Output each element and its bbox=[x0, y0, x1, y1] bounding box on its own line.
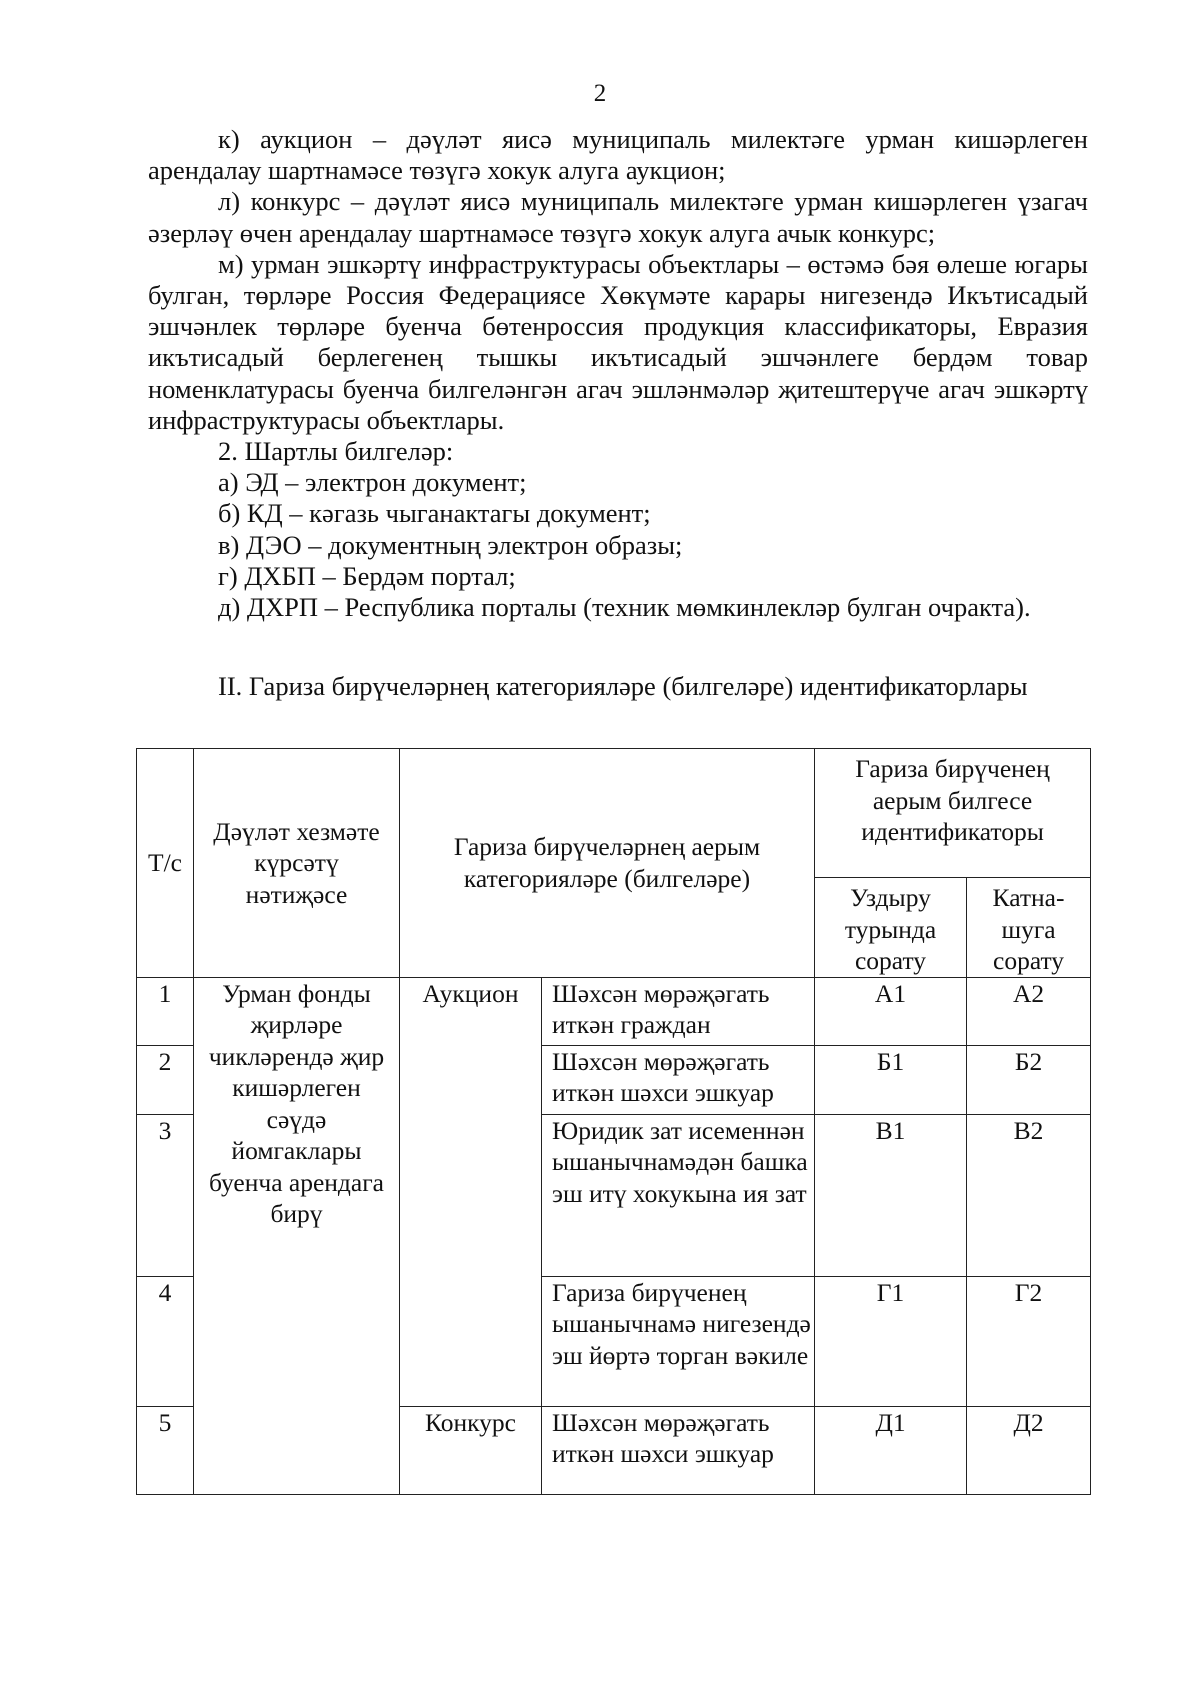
header-personal: Уздыру турында сорату bbox=[815, 878, 967, 978]
definition-m: м) урман эшкәртү инфраструктурасы объектлары – өстәмә бәя өлеше югары булган, төрләре Россия Федерациясе Хөкүмәте карары нигезендә Икътисадый эшчәнлек төрләре буенча бөтенроссия продукция классификаторы, Евразия икътисадый берлегенең тышкы икътисадый эшчәнлеге бердәм товар номенклатурасы буенча билгеләнгән агач эшләнмәләр җитештерүче агач эшкәртү инфраструктурасы объектлары. bbox=[148, 248, 1088, 435]
header-num: Т/с bbox=[137, 749, 194, 978]
abbreviation-g: г) ДХБП – Бердәм портал; bbox=[218, 560, 516, 591]
category-cell: Шәхсән мөрәҗәгать иткән шәхси эшкуар bbox=[542, 1045, 815, 1114]
section-title: II. Гариза бирүчеләрнең категорияләре (билгеләре) идентификаторлары bbox=[218, 671, 1028, 701]
row-num: 4 bbox=[137, 1276, 194, 1406]
row-num: 2 bbox=[137, 1045, 194, 1114]
category-cell: Гариза бирүченең ышанычнамә нигезендә эш йөртә торган вәкиле bbox=[542, 1276, 815, 1406]
procedure-type-auction: Аукцион bbox=[400, 977, 542, 1406]
header-identifier: Гариза бирүченең аерым билгесе идентификаторы bbox=[815, 749, 1091, 878]
service-result-cell: Урман фонды җирләре чикләрендә җир кишәрлеген сәүдә йомгаклары буенча арендага бирү bbox=[194, 977, 400, 1494]
abbreviations-heading: 2. Шартлы билгеләр: bbox=[218, 436, 454, 467]
row-num: 1 bbox=[137, 977, 194, 1045]
page-number: 2 bbox=[593, 80, 607, 107]
identifier-personal: Д1 bbox=[815, 1406, 967, 1494]
definition-l: л) конкурс – дәүләт яисә муниципаль милектәге урман кишәрлеген үзагач әзерләү өчен арендалау шартнамәсе төзүгә хокук алуга ачык конкурс; bbox=[148, 186, 1088, 248]
row-num: 3 bbox=[137, 1114, 194, 1276]
abbreviation-v: в) ДЭО – документның электрон образы; bbox=[218, 529, 683, 560]
table-row bbox=[137, 977, 1091, 1045]
identifier-participation: Г2 bbox=[967, 1276, 1091, 1406]
identifier-participation: Д2 bbox=[967, 1406, 1091, 1494]
identifier-participation: Б2 bbox=[967, 1045, 1091, 1114]
identifier-personal: В1 bbox=[815, 1114, 967, 1276]
identifier-personal: Г1 bbox=[815, 1276, 967, 1406]
category-cell: Шәхсән мөрәҗәгать иткән граждан bbox=[542, 977, 815, 1045]
header-result: Дәүләт хезмәте күрсәтү нәтиҗәсе bbox=[194, 749, 400, 978]
body-text bbox=[148, 124, 1088, 623]
header-categories: Гариза бирүчеләрнең аерым категорияләре (билгеләре) bbox=[400, 749, 815, 978]
category-cell: Юридик зат исеменнән ышанычнамәдән башка эш итү хокукына ия зат bbox=[542, 1114, 815, 1276]
definition-k: к) аукцион – дәүләт яисә муниципаль милектәге урман кишәрлеген арендалау шартнамәсе төзүгә хокук алуга аукцион; bbox=[148, 124, 1088, 186]
abbreviation-a: а) ЭД – электрон документ; bbox=[218, 467, 527, 498]
identifier-participation: А2 bbox=[967, 977, 1091, 1045]
table-header-row bbox=[137, 749, 1091, 878]
identifiers-table bbox=[136, 748, 1091, 1495]
row-num: 5 bbox=[137, 1406, 194, 1494]
category-cell: Шәхсән мөрәҗәгать иткән шәхси эшкуар bbox=[542, 1406, 815, 1494]
identifier-personal: Б1 bbox=[815, 1045, 967, 1114]
identifier-participation: В2 bbox=[967, 1114, 1091, 1276]
abbreviation-b: б) КД – кәгазь чыганактагы документ; bbox=[218, 498, 651, 529]
procedure-type-contest: Конкурс bbox=[400, 1406, 542, 1494]
header-participation: Катна-шуга сорату bbox=[967, 878, 1091, 978]
identifier-personal: А1 bbox=[815, 977, 967, 1045]
abbreviation-d: д) ДХРП – Республика порталы (техник мөмкинлекләр булган очракта). bbox=[218, 592, 1031, 623]
